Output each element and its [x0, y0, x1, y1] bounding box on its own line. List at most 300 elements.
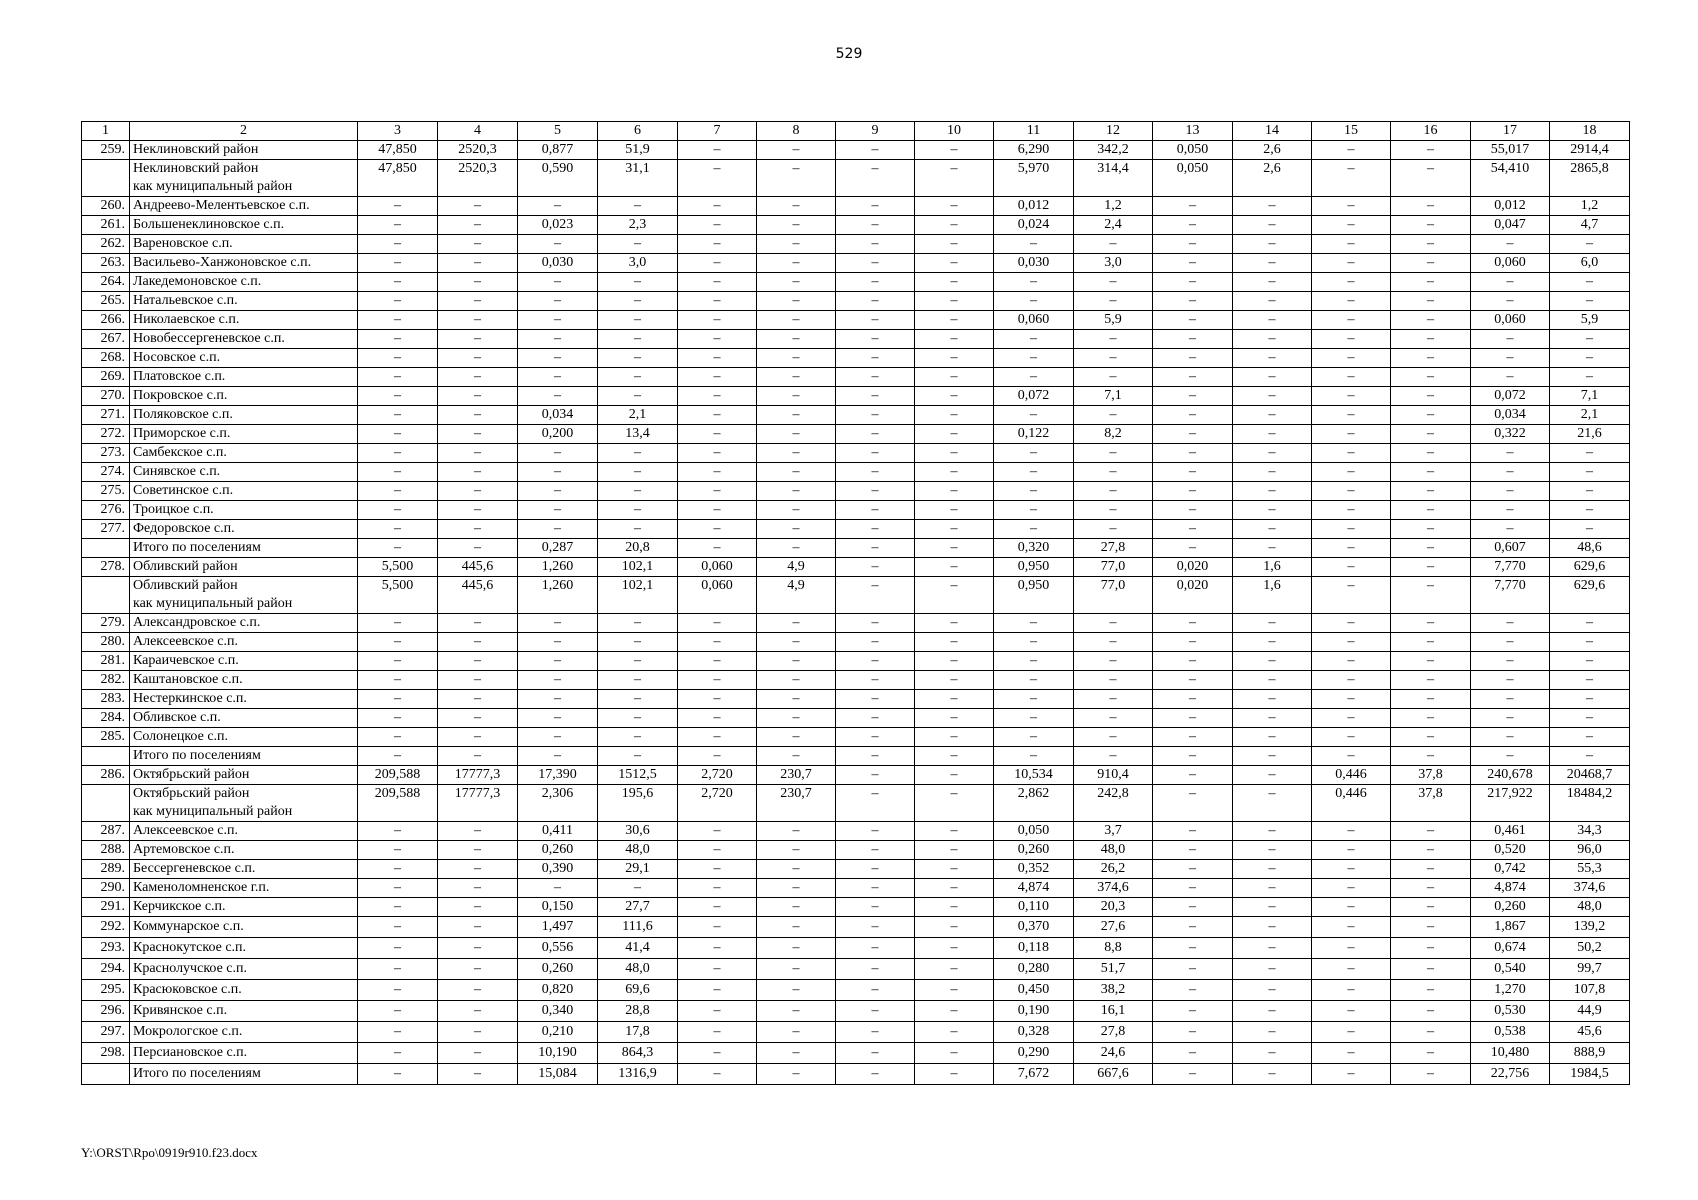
- value-cell: –: [518, 349, 598, 368]
- value-cell: –: [438, 273, 518, 292]
- value-cell: –: [1550, 235, 1630, 254]
- value-cell: –: [518, 520, 598, 539]
- value-cell: –: [1233, 1022, 1312, 1043]
- value-cell: –: [1233, 980, 1312, 1001]
- row-number: 275.: [82, 482, 130, 501]
- value-cell: –: [358, 216, 438, 235]
- value-cell: 314,4: [1074, 160, 1153, 197]
- value-cell: –: [518, 292, 598, 311]
- row-number: 270.: [82, 387, 130, 406]
- value-cell: –: [598, 652, 678, 671]
- value-cell: –: [438, 614, 518, 633]
- municipality-name: Бессергеневское с.п.: [130, 860, 358, 879]
- table-row: [82, 387, 1630, 406]
- value-cell: –: [836, 1022, 915, 1043]
- value-cell: –: [1550, 330, 1630, 349]
- value-cell: –: [358, 728, 438, 747]
- value-cell: 2520,3: [438, 160, 518, 197]
- value-cell: 1316,9: [598, 1064, 678, 1085]
- value-cell: –: [1312, 747, 1391, 766]
- row-number: 263.: [82, 254, 130, 273]
- value-cell: –: [1312, 709, 1391, 728]
- value-cell: –: [1233, 273, 1312, 292]
- value-cell: –: [1391, 1064, 1471, 1085]
- value-cell: 4,9: [757, 577, 836, 614]
- municipality-name: Васильево-Ханжоновское с.п.: [130, 254, 358, 273]
- value-cell: –: [757, 1064, 836, 1085]
- value-cell: –: [438, 330, 518, 349]
- value-cell: –: [678, 959, 757, 980]
- municipality-name: Мокрологское с.п.: [130, 1022, 358, 1043]
- value-cell: –: [1550, 501, 1630, 520]
- value-cell: –: [1312, 311, 1391, 330]
- value-cell: –: [1074, 273, 1153, 292]
- value-cell: –: [915, 938, 994, 959]
- value-cell: –: [678, 539, 757, 558]
- value-cell: –: [678, 728, 757, 747]
- value-cell: 0,012: [994, 197, 1074, 216]
- value-cell: –: [518, 482, 598, 501]
- value-cell: –: [994, 330, 1074, 349]
- value-cell: –: [1153, 273, 1233, 292]
- row-number: 289.: [82, 860, 130, 879]
- value-cell: –: [1074, 444, 1153, 463]
- municipality-name: Новобессергеневское с.п.: [130, 330, 358, 349]
- value-cell: 0,607: [1471, 539, 1550, 558]
- value-cell: –: [678, 387, 757, 406]
- value-cell: 0,411: [518, 822, 598, 841]
- value-cell: –: [915, 463, 994, 482]
- value-cell: –: [358, 959, 438, 980]
- value-cell: 5,9: [1074, 311, 1153, 330]
- value-cell: 48,6: [1550, 539, 1630, 558]
- value-cell: –: [1391, 368, 1471, 387]
- value-cell: 1,270: [1471, 980, 1550, 1001]
- value-cell: –: [994, 235, 1074, 254]
- value-cell: –: [1391, 671, 1471, 690]
- value-cell: –: [598, 330, 678, 349]
- row-number: 291.: [82, 898, 130, 917]
- table-row: [82, 633, 1630, 652]
- value-cell: –: [1074, 292, 1153, 311]
- row-number: 271.: [82, 406, 130, 425]
- value-cell: –: [678, 235, 757, 254]
- value-cell: –: [1233, 368, 1312, 387]
- column-header: 12: [1074, 122, 1153, 141]
- value-cell: –: [836, 216, 915, 235]
- value-cell: –: [678, 482, 757, 501]
- value-cell: –: [1074, 349, 1153, 368]
- value-cell: –: [438, 539, 518, 558]
- value-cell: –: [836, 860, 915, 879]
- value-cell: 2865,8: [1550, 160, 1630, 197]
- table-row: [82, 425, 1630, 444]
- value-cell: –: [1391, 160, 1471, 197]
- value-cell: –: [678, 273, 757, 292]
- value-cell: –: [1233, 406, 1312, 425]
- value-cell: 26,2: [1074, 860, 1153, 879]
- value-cell: –: [1391, 860, 1471, 879]
- value-cell: –: [915, 633, 994, 652]
- value-cell: –: [598, 633, 678, 652]
- value-cell: –: [836, 539, 915, 558]
- value-cell: 45,6: [1550, 1022, 1630, 1043]
- value-cell: –: [1312, 254, 1391, 273]
- value-cell: –: [1391, 330, 1471, 349]
- municipality-name: Неклиновский район: [130, 141, 358, 160]
- value-cell: –: [358, 273, 438, 292]
- value-cell: –: [757, 652, 836, 671]
- value-cell: –: [1233, 671, 1312, 690]
- value-cell: –: [1312, 141, 1391, 160]
- value-cell: –: [438, 292, 518, 311]
- value-cell: 0,030: [518, 254, 598, 273]
- value-cell: 18484,2: [1550, 785, 1630, 822]
- value-cell: –: [1312, 860, 1391, 879]
- value-cell: –: [915, 292, 994, 311]
- value-cell: –: [994, 709, 1074, 728]
- value-cell: –: [678, 652, 757, 671]
- value-cell: –: [1153, 463, 1233, 482]
- value-cell: –: [1312, 444, 1391, 463]
- table-row: [82, 160, 1630, 197]
- row-number: 288.: [82, 841, 130, 860]
- value-cell: –: [518, 273, 598, 292]
- value-cell: 0,260: [994, 841, 1074, 860]
- value-cell: –: [915, 273, 994, 292]
- value-cell: 28,8: [598, 1001, 678, 1022]
- value-cell: –: [358, 652, 438, 671]
- municipality-name: Советинское с.п.: [130, 482, 358, 501]
- table-row: [82, 539, 1630, 558]
- value-cell: –: [678, 292, 757, 311]
- value-cell: –: [1391, 425, 1471, 444]
- value-cell: 0,200: [518, 425, 598, 444]
- value-cell: –: [915, 766, 994, 785]
- value-cell: 37,8: [1391, 785, 1471, 822]
- value-cell: –: [678, 860, 757, 879]
- row-number: 297.: [82, 1022, 130, 1043]
- value-cell: –: [1153, 959, 1233, 980]
- value-cell: –: [1074, 330, 1153, 349]
- value-cell: –: [836, 879, 915, 898]
- value-cell: –: [1550, 690, 1630, 709]
- municipality-name: Артемовское с.п.: [130, 841, 358, 860]
- municipality-name: Николаевское с.п.: [130, 311, 358, 330]
- value-cell: –: [757, 614, 836, 633]
- value-cell: –: [1550, 709, 1630, 728]
- value-cell: –: [994, 614, 1074, 633]
- value-cell: –: [1153, 539, 1233, 558]
- value-cell: –: [915, 709, 994, 728]
- value-cell: –: [1312, 197, 1391, 216]
- value-cell: 0,877: [518, 141, 598, 160]
- value-cell: –: [757, 879, 836, 898]
- municipality-name: Алексеевское с.п.: [130, 633, 358, 652]
- value-cell: –: [836, 349, 915, 368]
- municipality-name: Самбекское с.п.: [130, 444, 358, 463]
- municipality-name: Троицкое с.п.: [130, 501, 358, 520]
- value-cell: 17,8: [598, 1022, 678, 1043]
- value-cell: –: [757, 709, 836, 728]
- value-cell: 2,862: [994, 785, 1074, 822]
- value-cell: –: [358, 938, 438, 959]
- value-cell: –: [1153, 822, 1233, 841]
- value-cell: –: [915, 368, 994, 387]
- value-cell: –: [836, 1043, 915, 1064]
- value-cell: –: [915, 841, 994, 860]
- value-cell: –: [358, 690, 438, 709]
- value-cell: 4,874: [994, 879, 1074, 898]
- value-cell: –: [678, 709, 757, 728]
- value-cell: –: [915, 577, 994, 614]
- value-cell: –: [1074, 501, 1153, 520]
- value-cell: 7,672: [994, 1064, 1074, 1085]
- value-cell: –: [1074, 520, 1153, 539]
- value-cell: 342,2: [1074, 141, 1153, 160]
- value-cell: –: [438, 216, 518, 235]
- value-cell: –: [358, 444, 438, 463]
- value-cell: –: [915, 520, 994, 539]
- value-cell: –: [915, 539, 994, 558]
- row-number: [82, 160, 130, 197]
- value-cell: 27,7: [598, 898, 678, 917]
- table-row: [82, 520, 1630, 539]
- value-cell: 48,0: [1550, 898, 1630, 917]
- value-cell: –: [678, 141, 757, 160]
- value-cell: 139,2: [1550, 917, 1630, 938]
- value-cell: –: [1471, 633, 1550, 652]
- value-cell: –: [438, 444, 518, 463]
- value-cell: –: [678, 980, 757, 1001]
- value-cell: 50,2: [1550, 938, 1630, 959]
- value-cell: –: [1312, 1064, 1391, 1085]
- value-cell: 1512,5: [598, 766, 678, 785]
- table-row: [82, 216, 1630, 235]
- value-cell: 8,8: [1074, 938, 1153, 959]
- value-cell: –: [1391, 141, 1471, 160]
- value-cell: –: [438, 959, 518, 980]
- value-cell: –: [598, 463, 678, 482]
- table-row: [82, 197, 1630, 216]
- value-cell: –: [1153, 1064, 1233, 1085]
- column-header: 18: [1550, 122, 1630, 141]
- value-cell: –: [678, 216, 757, 235]
- column-header: 8: [757, 122, 836, 141]
- value-cell: –: [1153, 980, 1233, 1001]
- value-cell: –: [836, 980, 915, 1001]
- value-cell: –: [1391, 482, 1471, 501]
- value-cell: 77,0: [1074, 577, 1153, 614]
- value-cell: –: [915, 652, 994, 671]
- row-number: 261.: [82, 216, 130, 235]
- municipality-name: Носовское с.п.: [130, 349, 358, 368]
- value-cell: –: [836, 482, 915, 501]
- value-cell: –: [836, 292, 915, 311]
- value-cell: –: [678, 841, 757, 860]
- value-cell: –: [915, 728, 994, 747]
- value-cell: –: [358, 292, 438, 311]
- column-header: 14: [1233, 122, 1312, 141]
- value-cell: –: [678, 1043, 757, 1064]
- value-cell: –: [1312, 160, 1391, 197]
- municipality-name: Неклиновский район как муниципальный район: [130, 160, 358, 197]
- value-cell: –: [678, 197, 757, 216]
- value-cell: –: [1074, 652, 1153, 671]
- value-cell: –: [994, 273, 1074, 292]
- value-cell: –: [1471, 273, 1550, 292]
- value-cell: –: [678, 1022, 757, 1043]
- value-cell: –: [1233, 822, 1312, 841]
- table-row: [82, 292, 1630, 311]
- value-cell: 1,497: [518, 917, 598, 938]
- value-cell: 10,534: [994, 766, 1074, 785]
- value-cell: 0,280: [994, 959, 1074, 980]
- value-cell: 31,1: [598, 160, 678, 197]
- value-cell: –: [678, 254, 757, 273]
- value-cell: –: [1312, 387, 1391, 406]
- municipality-name: Кривянское с.п.: [130, 1001, 358, 1022]
- value-cell: 27,8: [1074, 1022, 1153, 1043]
- value-cell: 242,8: [1074, 785, 1153, 822]
- value-cell: 4,874: [1471, 879, 1550, 898]
- value-cell: 8,2: [1074, 425, 1153, 444]
- row-number: 284.: [82, 709, 130, 728]
- value-cell: –: [1233, 235, 1312, 254]
- value-cell: –: [836, 766, 915, 785]
- value-cell: –: [1233, 1043, 1312, 1064]
- value-cell: 910,4: [1074, 766, 1153, 785]
- value-cell: 3,0: [1074, 254, 1153, 273]
- value-cell: 0,060: [994, 311, 1074, 330]
- value-cell: –: [1550, 671, 1630, 690]
- value-cell: 54,410: [1471, 160, 1550, 197]
- value-cell: –: [1312, 330, 1391, 349]
- value-cell: –: [518, 652, 598, 671]
- value-cell: –: [1233, 652, 1312, 671]
- value-cell: 17,390: [518, 766, 598, 785]
- value-cell: –: [358, 349, 438, 368]
- value-cell: –: [438, 463, 518, 482]
- value-cell: 0,328: [994, 1022, 1074, 1043]
- value-cell: –: [915, 785, 994, 822]
- value-cell: 0,260: [518, 841, 598, 860]
- value-cell: –: [1312, 879, 1391, 898]
- value-cell: –: [1471, 501, 1550, 520]
- value-cell: –: [678, 463, 757, 482]
- value-cell: 21,6: [1550, 425, 1630, 444]
- value-cell: –: [438, 980, 518, 1001]
- value-cell: 47,850: [358, 141, 438, 160]
- value-cell: –: [915, 311, 994, 330]
- value-cell: 0,034: [1471, 406, 1550, 425]
- value-cell: –: [1233, 425, 1312, 444]
- value-cell: 0,540: [1471, 959, 1550, 980]
- row-number: [82, 747, 130, 766]
- value-cell: 10,480: [1471, 1043, 1550, 1064]
- municipality-name: Вареновское с.п.: [130, 235, 358, 254]
- value-cell: 0,260: [518, 959, 598, 980]
- value-cell: –: [1153, 614, 1233, 633]
- value-cell: –: [836, 254, 915, 273]
- value-cell: –: [1391, 387, 1471, 406]
- value-cell: 0,520: [1471, 841, 1550, 860]
- value-cell: 55,017: [1471, 141, 1550, 160]
- column-header: 6: [598, 122, 678, 141]
- value-cell: –: [438, 860, 518, 879]
- table-row: [82, 444, 1630, 463]
- value-cell: –: [1233, 1001, 1312, 1022]
- value-cell: –: [438, 1043, 518, 1064]
- value-cell: –: [915, 558, 994, 577]
- row-number: 292.: [82, 917, 130, 938]
- value-cell: –: [1312, 671, 1391, 690]
- value-cell: –: [358, 671, 438, 690]
- value-cell: –: [1391, 898, 1471, 917]
- municipality-name: Октябрьский район: [130, 766, 358, 785]
- value-cell: –: [757, 254, 836, 273]
- value-cell: –: [1550, 633, 1630, 652]
- value-cell: –: [1233, 633, 1312, 652]
- value-cell: –: [1391, 463, 1471, 482]
- value-cell: 1,6: [1233, 577, 1312, 614]
- value-cell: –: [1312, 917, 1391, 938]
- value-cell: 2520,3: [438, 141, 518, 160]
- value-cell: –: [358, 747, 438, 766]
- value-cell: –: [1550, 652, 1630, 671]
- value-cell: –: [438, 387, 518, 406]
- value-cell: –: [1153, 766, 1233, 785]
- value-cell: 2,1: [1550, 406, 1630, 425]
- municipality-name: Алексеевское с.п.: [130, 822, 358, 841]
- table-row: [82, 1043, 1630, 1064]
- value-cell: 0,260: [1471, 898, 1550, 917]
- value-cell: –: [915, 349, 994, 368]
- value-cell: –: [1074, 728, 1153, 747]
- value-cell: –: [915, 387, 994, 406]
- value-cell: –: [438, 822, 518, 841]
- value-cell: –: [1550, 292, 1630, 311]
- column-header: 16: [1391, 122, 1471, 141]
- row-number: [82, 577, 130, 614]
- value-cell: 6,290: [994, 141, 1074, 160]
- table-row: [82, 558, 1630, 577]
- value-cell: –: [757, 860, 836, 879]
- value-cell: –: [678, 747, 757, 766]
- value-cell: –: [678, 368, 757, 387]
- municipality-name: Андреево-Мелентьевское с.п.: [130, 197, 358, 216]
- value-cell: –: [598, 482, 678, 501]
- row-number: 280.: [82, 633, 130, 652]
- value-cell: –: [1233, 728, 1312, 747]
- table-row: [82, 938, 1630, 959]
- value-cell: –: [1312, 292, 1391, 311]
- value-cell: –: [1153, 1022, 1233, 1043]
- value-cell: –: [757, 938, 836, 959]
- value-cell: –: [358, 1043, 438, 1064]
- value-cell: –: [678, 614, 757, 633]
- value-cell: –: [1550, 614, 1630, 633]
- value-cell: –: [1153, 671, 1233, 690]
- value-cell: –: [518, 235, 598, 254]
- value-cell: –: [1550, 482, 1630, 501]
- value-cell: –: [1233, 254, 1312, 273]
- row-number: 293.: [82, 938, 130, 959]
- value-cell: 0,446: [1312, 766, 1391, 785]
- value-cell: –: [678, 425, 757, 444]
- value-cell: –: [598, 709, 678, 728]
- value-cell: 374,6: [1550, 879, 1630, 898]
